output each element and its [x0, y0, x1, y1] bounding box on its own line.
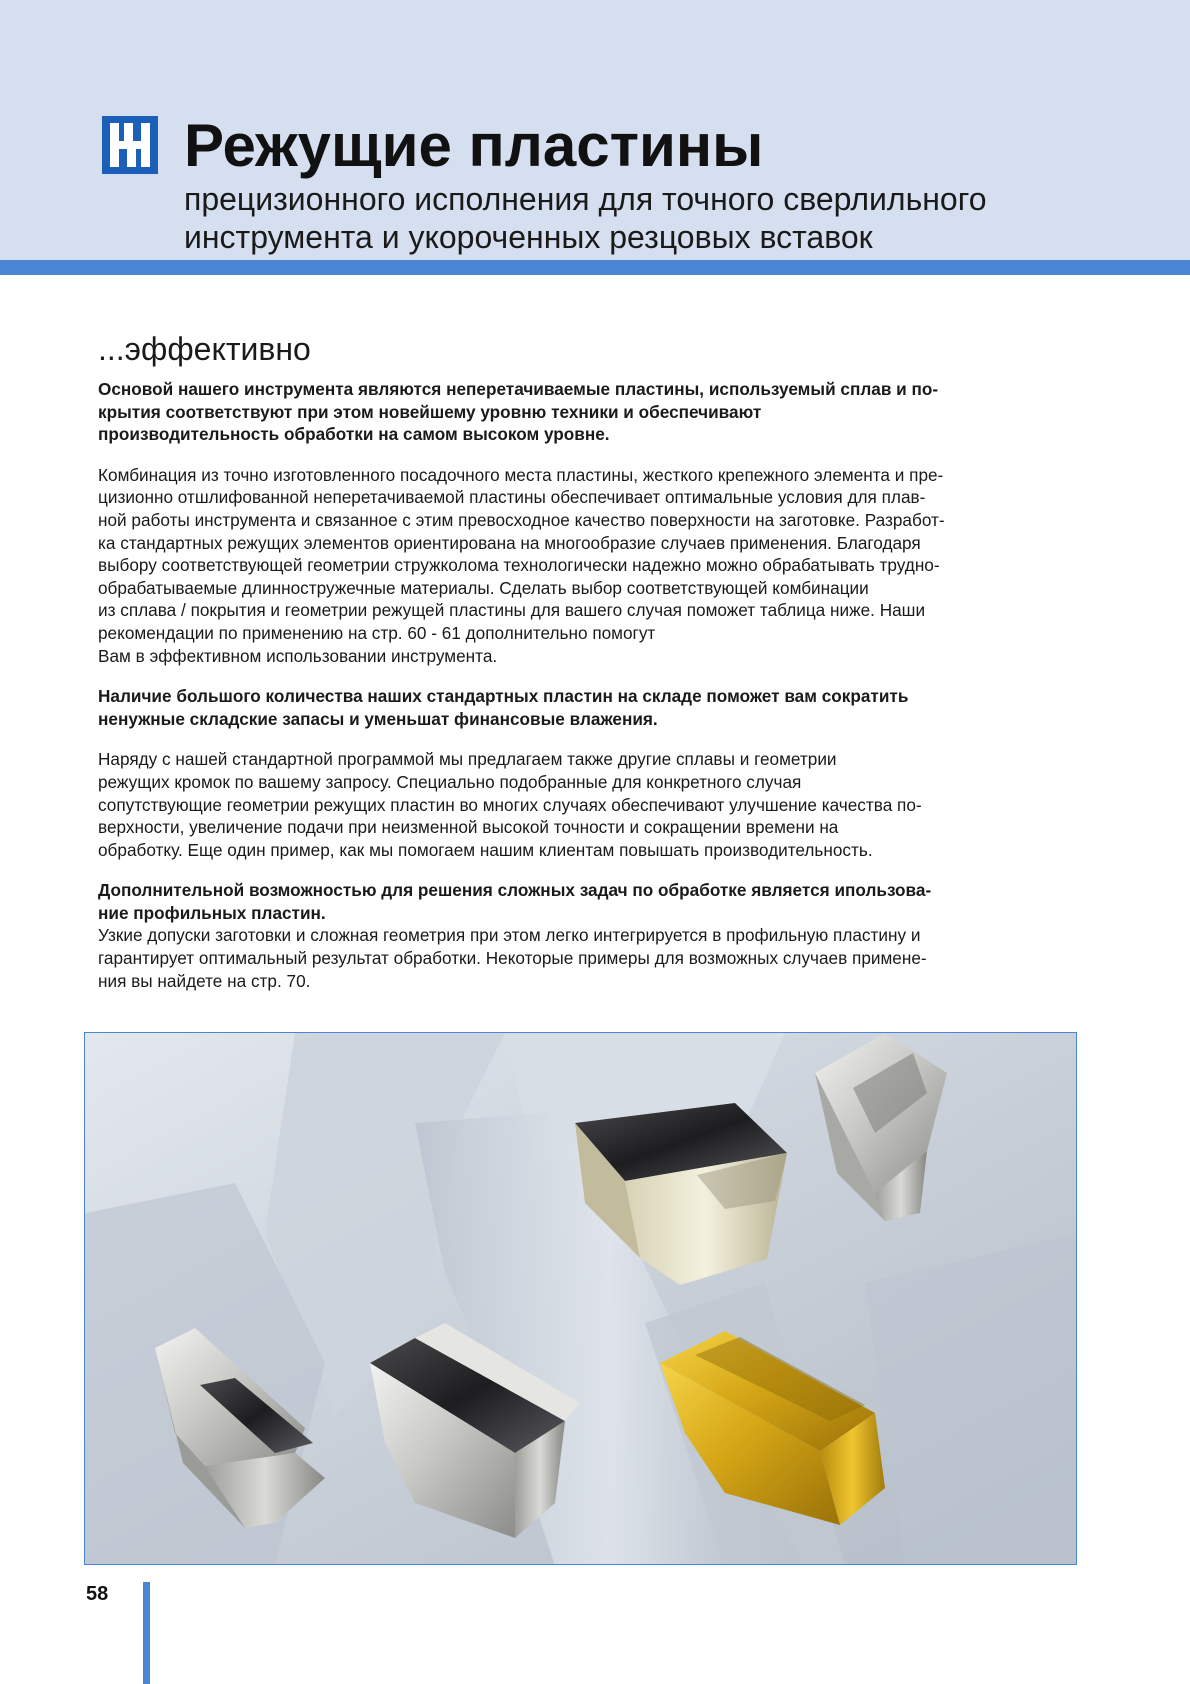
footer-accent-bar: [143, 1582, 150, 1684]
text-line: ка стандартных режущих элементов ориентирована на многообразие случаев применения. Благодаря: [98, 532, 921, 553]
text-line: режущих кромок по вашему запросу. Специально подобранные для конкретного случая: [98, 771, 802, 792]
text-line: крытия соответствуют при этом новейшему уровню техники и обеспечивают: [98, 401, 762, 422]
cutting-inserts-photo: [84, 1032, 1077, 1565]
hh-logo-icon: [102, 116, 158, 174]
text-line: рекомендации по применению на стр. 60 - 61 дополнительно помогут: [98, 622, 656, 643]
text-line: сопутствующие геометрии режущих пластин во многих случаях обеспечивают улучшение качества по-: [98, 794, 922, 815]
text-line: верхности, увеличение подачи при неизменной высокой точности и сокращении времени на: [98, 817, 839, 838]
bold-paragraph: [98, 378, 1073, 446]
text-line: обработку. Еще один пример, как мы помогаем нашим клиентам повышать производительность.: [98, 839, 873, 860]
text-line: цизионно отшлифованной неперетачиваемой пластины обеспечивает оптимальные условия для плав-: [98, 487, 926, 508]
text-line: Основой нашего инструмента являются неперетачиваемые пластины, используемый сплав и по-: [98, 379, 939, 399]
text-line: Узкие допуски заготовки и сложная геометрия при этом легко интегрируется в профильную пластину и: [98, 925, 921, 946]
paragraph: [98, 748, 1073, 861]
text-line: выбору соответствующей геометрии стружколома технологически надежно можно обрабатывать трудно-: [98, 555, 940, 576]
paragraph: [98, 924, 1073, 992]
bold-paragraph: [98, 879, 1073, 924]
text-line: обрабатываемые длинностружечные материалы. Сделать выбор соответствующей комбинации: [98, 577, 869, 598]
subtitle-line: инструмента и укороченных резцовых вставок: [184, 219, 873, 255]
page-number: 58: [86, 1583, 109, 1605]
text-line: Дополнительной возможностью для решения сложных задач по обработке является ипользова-: [98, 880, 932, 901]
text-line: Наличие большого количества наших стандартных пластин на складе поможет вам сократить: [98, 686, 909, 707]
text-line: Вам в эффективном использовании инструмента.: [98, 645, 498, 666]
page-title: Режущие пластины: [184, 112, 764, 179]
text-line: ния вы найдете на стр. 70.: [98, 970, 311, 991]
text-line: производительность обработки на самом высоком уровне.: [98, 424, 610, 445]
page-subtitle: [184, 180, 986, 256]
text-line: ние профильных пластин.: [98, 902, 326, 923]
bold-paragraph: [98, 685, 1073, 730]
header-accent-bar: [0, 260, 1190, 275]
paragraph: [98, 464, 1073, 667]
text-line: гарантирует оптимальный результат обработки. Некоторые примеры для возможных случаев примене-: [98, 948, 927, 969]
text-line: из сплава / покрытия и геометрии режущей пластины для вашего случая поможет таблица ниже. Наши: [98, 600, 926, 621]
text-line: ной работы инструмента и связанное с этим превосходное качество поверхности на заготовке. Разработ-: [98, 509, 945, 530]
subtitle-line: прецизионного исполнения для точного сверлильного: [184, 181, 987, 217]
text-line: Комбинация из точно изготовленного посадочного места пластины, жесткого крепежного элемента и пре-: [98, 464, 944, 485]
section-heading: ...эффективно: [98, 331, 311, 367]
text-line: ненужные складские запасы и уменьшат финансовые влажения.: [98, 708, 658, 729]
text-line: Наряду с нашей стандартной программой мы предлагаем также другие сплавы и геометрии: [98, 749, 837, 770]
body-text: [98, 378, 1073, 1010]
